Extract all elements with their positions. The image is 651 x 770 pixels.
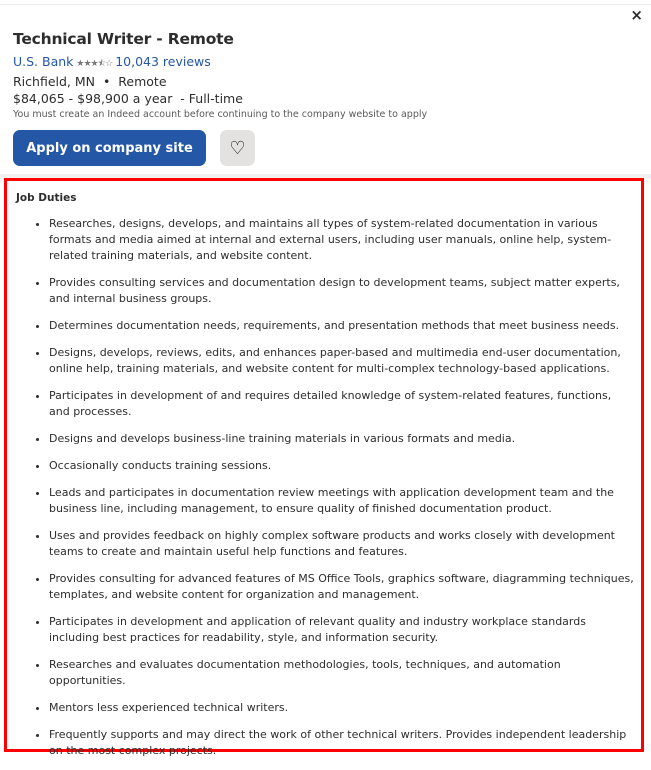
list-item: • Frequently supports and may direct the work of other technical writers. Provides independent leadership on the most complex projects. [49, 727, 635, 759]
list-item: • Occasionally conducts training sessions. [49, 458, 635, 474]
reviews-link[interactable]: 10,043 reviews [115, 54, 211, 69]
rating-stars-icon: ★★★⯪☆ [76, 59, 113, 69]
heart-icon: ♡ [229, 137, 246, 159]
bullet-separator: • [102, 74, 111, 89]
list-item: • Participates in development and application of relevant quality and industry workplace standards including best practices for readability, style, and information security. [49, 614, 635, 646]
job-header [13, 30, 427, 166]
salary: $84,065 - $98,900 a year [13, 91, 173, 106]
list-item: • Provides consulting services and documentation design to development teams, subject matter experts, and internal business groups. [49, 275, 635, 307]
list-item: • Researches, designs, develops, and maintains all types of system-related documentation in various formats and media aimed at internal and external users, including user manuals, online help, system-related training materials, and website content. [49, 216, 635, 264]
job-title: Technical Writer - Remote [13, 30, 234, 48]
list-item: • Designs and develops business-line training materials in various formats and media. [49, 431, 635, 447]
list-item: • Participates in development of and requires detailed knowledge of system-related features, functions, and processes. [49, 388, 635, 420]
job-description [4, 178, 644, 757]
close-icon[interactable]: × [630, 6, 643, 24]
company-link[interactable]: U.S. Bank [13, 54, 74, 69]
duties-list [16, 216, 635, 770]
list-item: • Provides consulting for advanced features of MS Office Tools, graphics software, diagramming techniques, templates, and website content for organization and management. [49, 571, 635, 603]
save-job-button[interactable] [220, 130, 255, 166]
job-location: Richfield, MN [13, 74, 96, 89]
job-type: - Full-time [180, 91, 243, 106]
list-item: • Mentors less experienced technical writers. [49, 700, 635, 716]
list-item: • Designs, develops, reviews, edits, and enhances paper-based and multimedia end-user documentation, online help, training materials, and website content for multi-complex technology-based applications. [49, 345, 635, 377]
top-border [0, 0, 651, 5]
list-item: • Determines documentation needs, requirements, and presentation methods that meet business needs. [49, 318, 635, 334]
account-note: You must create an Indeed account before continuing to the company website to apply [13, 109, 428, 120]
work-mode: Remote [118, 74, 167, 89]
list-item: • Uses and provides feedback on highly complex software products and works closely with development teams to create and maintain useful help functions and features. [49, 528, 635, 560]
apply-button[interactable]: Apply on company site [13, 130, 206, 166]
list-item: • Researches and evaluates documentation methodologies, tools, techniques, and automation opportunities. [49, 657, 635, 689]
list-item: • Leads and participates in documentation review meetings with application development team and the business line, including management, to ensure quality of finished documentation product. [49, 485, 635, 517]
section-title: Job Duties [16, 192, 77, 204]
